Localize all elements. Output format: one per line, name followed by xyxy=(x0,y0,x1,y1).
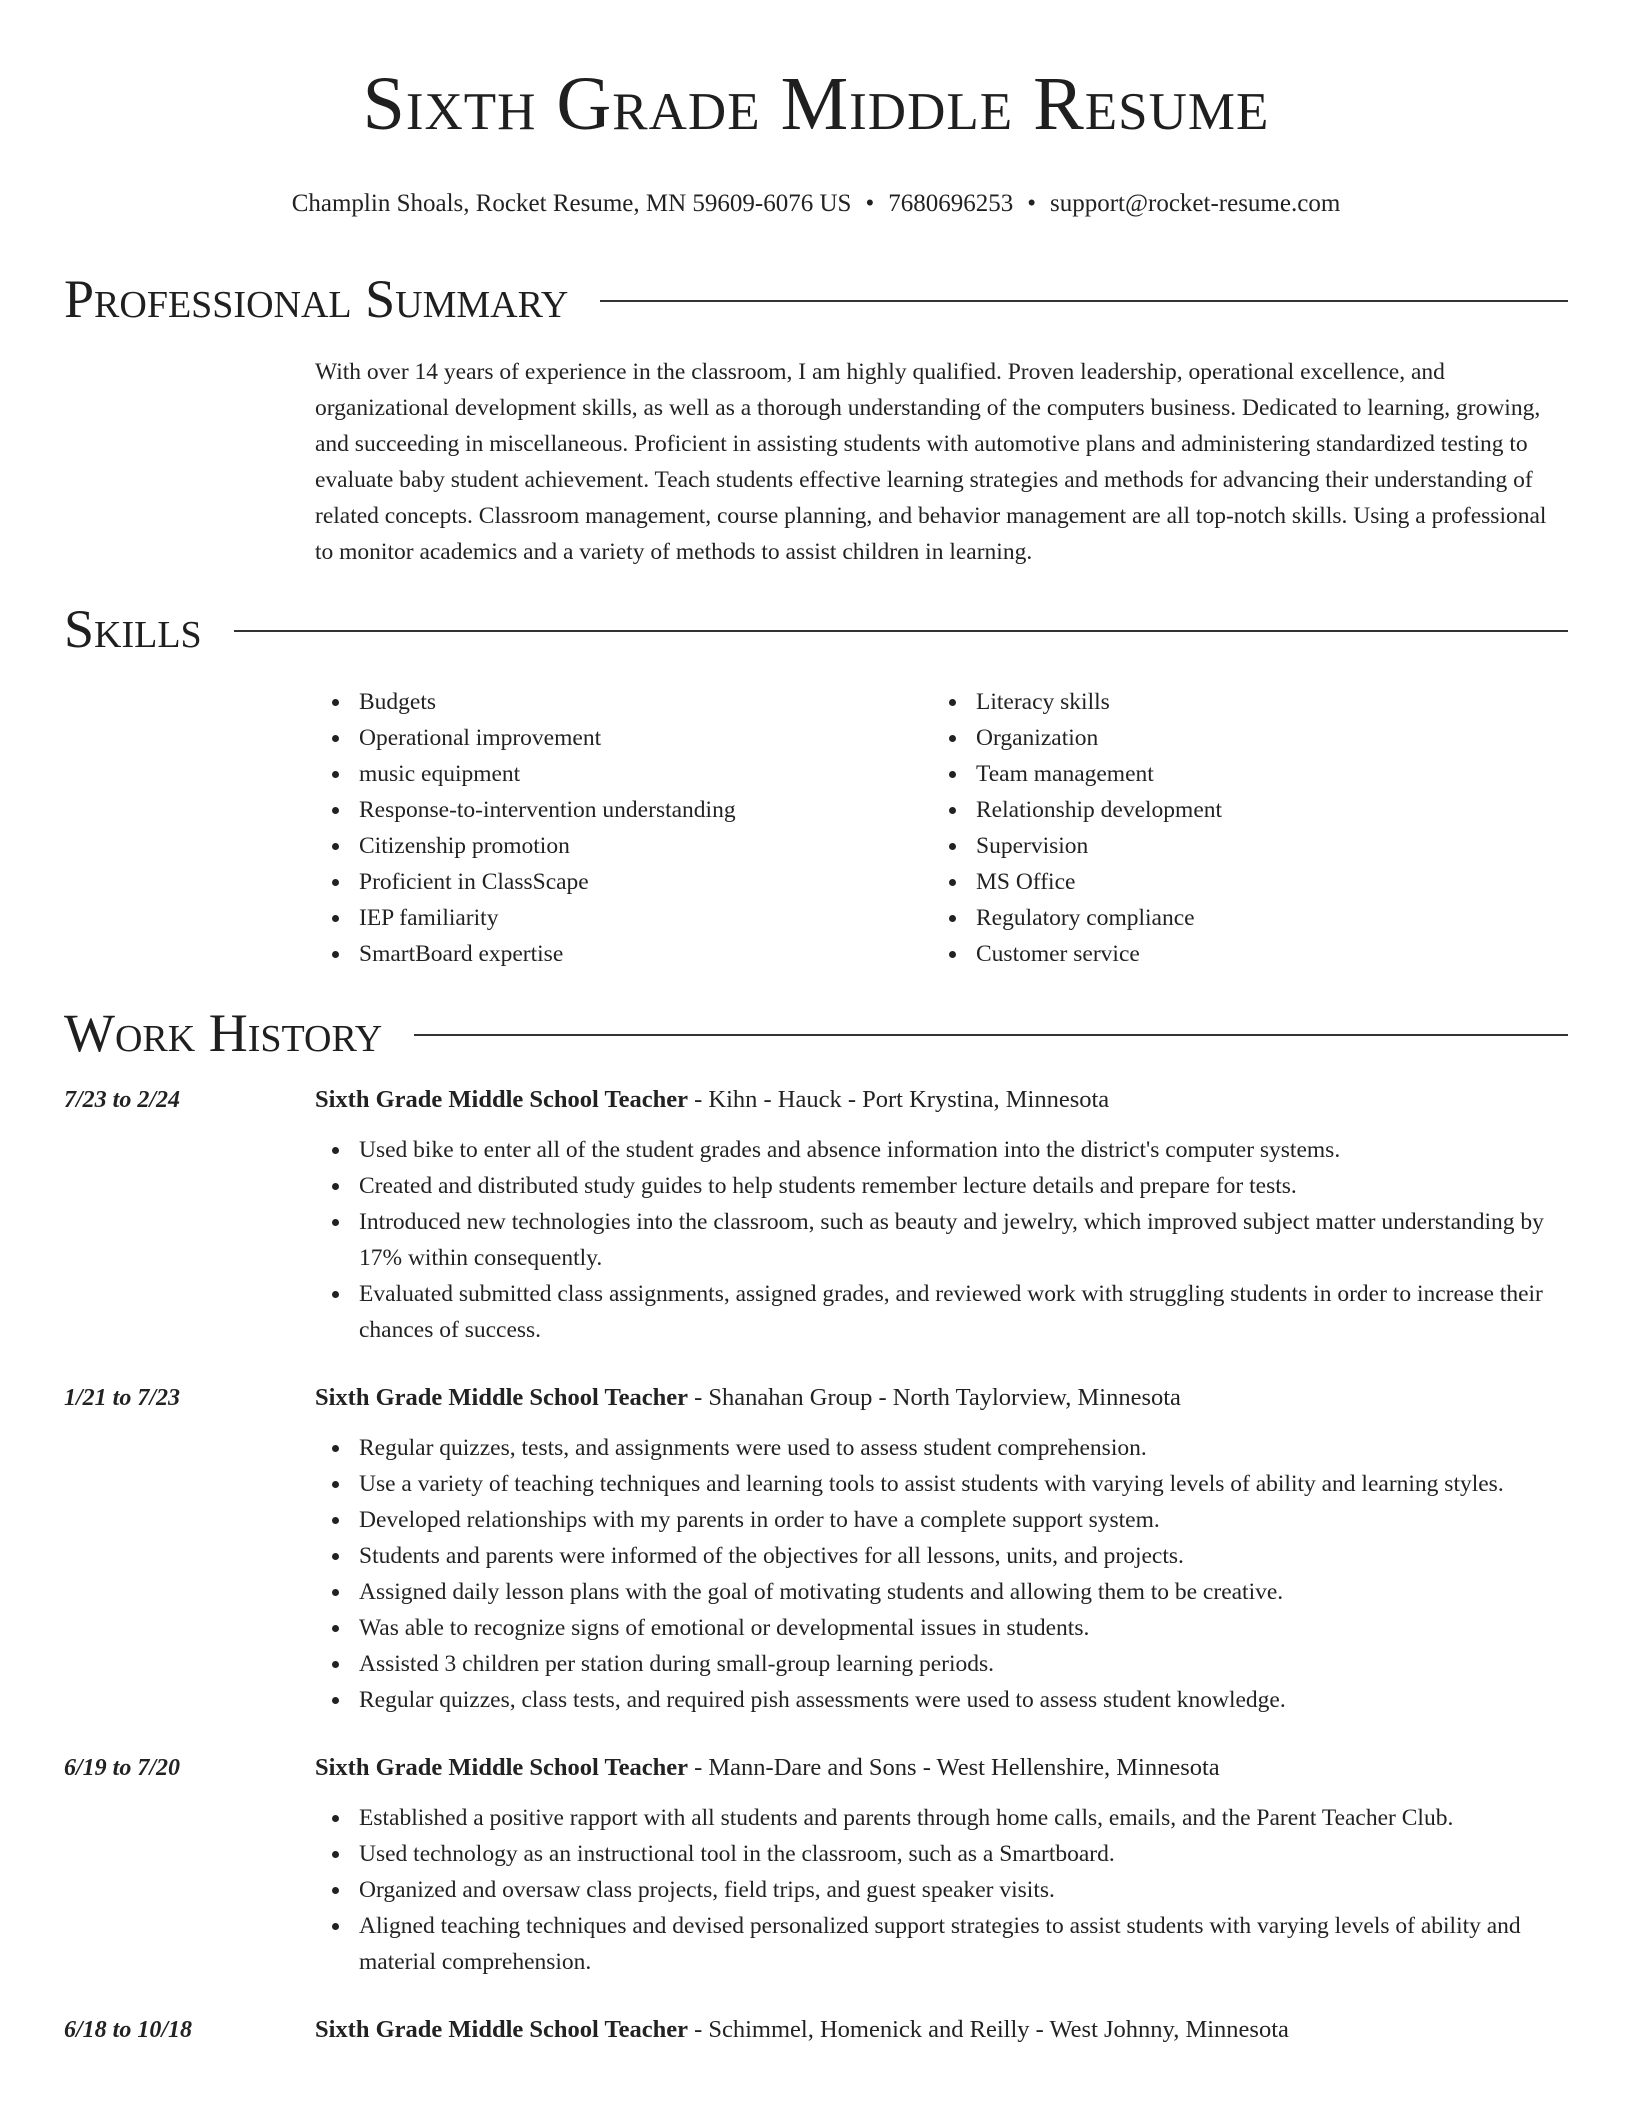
resume-name: Sixth Grade Middle Resume xyxy=(362,62,1270,146)
contact-separator: • xyxy=(865,190,875,217)
job-heading xyxy=(315,1750,1568,1786)
skill-item: Proficient in ClassScape xyxy=(315,864,932,900)
job-employer: - Schimmel, Homenick and Reilly - West Johnny, Minnesota xyxy=(687,2016,1289,2043)
skills-columns xyxy=(315,684,1568,972)
job-bullet: Introduced new technologies into the classroom, such as beauty and jewelry, which improved subject matter understanding by 17% within consequently. xyxy=(315,1204,1568,1276)
skill-item: music equipment xyxy=(315,756,932,792)
job-bullet: Used technology as an instructional tool in the classroom, such as a Smartboard. xyxy=(315,1836,1568,1872)
job-bullet: Regular quizzes, class tests, and required pish assessments were used to assess student knowledge. xyxy=(315,1682,1568,1718)
skill-item: IEP familiarity xyxy=(315,900,932,936)
summary-text: With over 14 years of experience in the classroom, I am highly qualified. Proven leadership, operational excellence, and organizational development skills, as well as a thorough understanding of the computers business. Dedicated to learning, growing, and succeeding in miscellaneous. Proficient in assisting students with automotive plans and administering standardized testing to evaluate baby student achievement. Teach students effective learning strategies and methods for advancing their understanding of related concepts. Classroom management, course planning, and behavior management are all top-notch skills. Using a professional to monitor academics and a variety of methods to assist children in learning. xyxy=(315,359,1547,565)
skills-header xyxy=(64,596,1568,662)
job-bullet: Evaluated submitted class assignments, assigned grades, and reviewed work with struggling students in order to increase their chances of success. xyxy=(315,1276,1568,1348)
job-bullet: Organized and oversaw class projects, field trips, and guest speaker visits. xyxy=(315,1872,1568,1908)
skills-list-left xyxy=(315,684,932,972)
contact-address: Champlin Shoals, Rocket Resume, MN 59609-6076 US xyxy=(291,190,852,217)
job-title: Sixth Grade Middle School Teacher xyxy=(315,1384,688,1411)
summary-title: Professional Summary xyxy=(64,269,569,329)
job-bullet: Students and parents were informed of the objectives for all lessons, units, and projects. xyxy=(315,1538,1568,1574)
contact-email: support@rocket-resume.com xyxy=(1049,190,1341,217)
job-body xyxy=(315,2012,1568,2048)
job-entry xyxy=(64,1082,1568,1348)
job-title: Sixth Grade Middle School Teacher xyxy=(315,2016,688,2043)
job-dates: 7/23 to 2/24 xyxy=(64,1087,181,1113)
section-divider xyxy=(600,300,1568,302)
job-dates: 6/19 to 7/20 xyxy=(64,1755,181,1781)
skill-item: Supervision xyxy=(932,828,1549,864)
skill-item: Literacy skills xyxy=(932,684,1549,720)
contact-separator: • xyxy=(1027,190,1036,217)
skill-item: Customer service xyxy=(932,936,1549,972)
job-bullet: Developed relationships with my parents in order to have a complete support system. xyxy=(315,1502,1568,1538)
skills-section xyxy=(64,596,1568,972)
skill-item: Operational improvement xyxy=(315,720,932,756)
job-body xyxy=(315,1082,1568,1348)
job-body xyxy=(315,1380,1568,1718)
skill-item: Team management xyxy=(932,756,1549,792)
job-employer: - Kihn - Hauck - Port Krystina, Minnesota xyxy=(687,1086,1110,1113)
skill-item: SmartBoard expertise xyxy=(315,936,932,972)
job-entry xyxy=(64,1750,1568,1980)
job-bullet: Aligned teaching techniques and devised personalized support strategies to assist students with varying levels of ability and material comprehension. xyxy=(315,1908,1568,1980)
section-divider xyxy=(414,1034,1568,1036)
job-dates: 6/18 to 10/18 xyxy=(64,2017,193,2043)
skill-item: Regulatory compliance xyxy=(932,900,1549,936)
job-bullets xyxy=(315,1800,1568,1980)
skill-item: MS Office xyxy=(932,864,1549,900)
contact-line xyxy=(0,188,1632,220)
job-bullet: Assisted 3 children per station during small-group learning periods. xyxy=(315,1646,1568,1682)
job-title: Sixth Grade Middle School Teacher xyxy=(315,1086,688,1113)
job-heading xyxy=(315,1082,1568,1118)
job-bullet: Regular quizzes, tests, and assignments were used to assess student comprehension. xyxy=(315,1430,1568,1466)
job-entry xyxy=(64,1380,1568,1718)
section-divider xyxy=(234,630,1568,632)
work-history-title: Work History xyxy=(64,1003,383,1063)
job-title: Sixth Grade Middle School Teacher xyxy=(315,1754,688,1781)
job-heading xyxy=(315,2012,1568,2048)
job-bullet: Established a positive rapport with all students and parents through home calls, emails, and the Parent Teacher Club. xyxy=(315,1800,1568,1836)
job-dates: 1/21 to 7/23 xyxy=(64,1385,181,1411)
job-bullet: Assigned daily lesson plans with the goal of motivating students and allowing them to be creative. xyxy=(315,1574,1568,1610)
summary-header xyxy=(64,266,1568,332)
job-entry xyxy=(64,2012,1568,2048)
summary-section xyxy=(64,266,1568,570)
job-bullet: Use a variety of teaching techniques and learning tools to assist students with varying levels of ability and learning styles. xyxy=(315,1466,1568,1502)
skill-item: Response-to-intervention understanding xyxy=(315,792,932,828)
job-heading xyxy=(315,1380,1568,1416)
work-history-section xyxy=(64,1000,1568,2048)
job-bullet: Created and distributed study guides to help students remember lecture details and prepare for tests. xyxy=(315,1168,1568,1204)
skills-title: Skills xyxy=(64,599,202,659)
contact-phone: 7680696253 xyxy=(888,190,1014,217)
job-body xyxy=(315,1750,1568,1980)
job-bullets xyxy=(315,1430,1568,1718)
skill-item: Budgets xyxy=(315,684,932,720)
job-bullet: Used bike to enter all of the student grades and absence information into the district's computer systems. xyxy=(315,1132,1568,1168)
skills-list-right xyxy=(932,684,1549,972)
skill-item: Organization xyxy=(932,720,1549,756)
job-employer: - Shanahan Group - North Taylorview, Minnesota xyxy=(687,1384,1181,1411)
job-bullets xyxy=(315,1132,1568,1348)
job-employer: - Mann-Dare and Sons - West Hellenshire, Minnesota xyxy=(687,1754,1220,1781)
skill-item: Citizenship promotion xyxy=(315,828,932,864)
work-history-header xyxy=(64,1000,1568,1066)
skill-item: Relationship development xyxy=(932,792,1549,828)
job-bullet: Was able to recognize signs of emotional or developmental issues in students. xyxy=(315,1610,1568,1646)
